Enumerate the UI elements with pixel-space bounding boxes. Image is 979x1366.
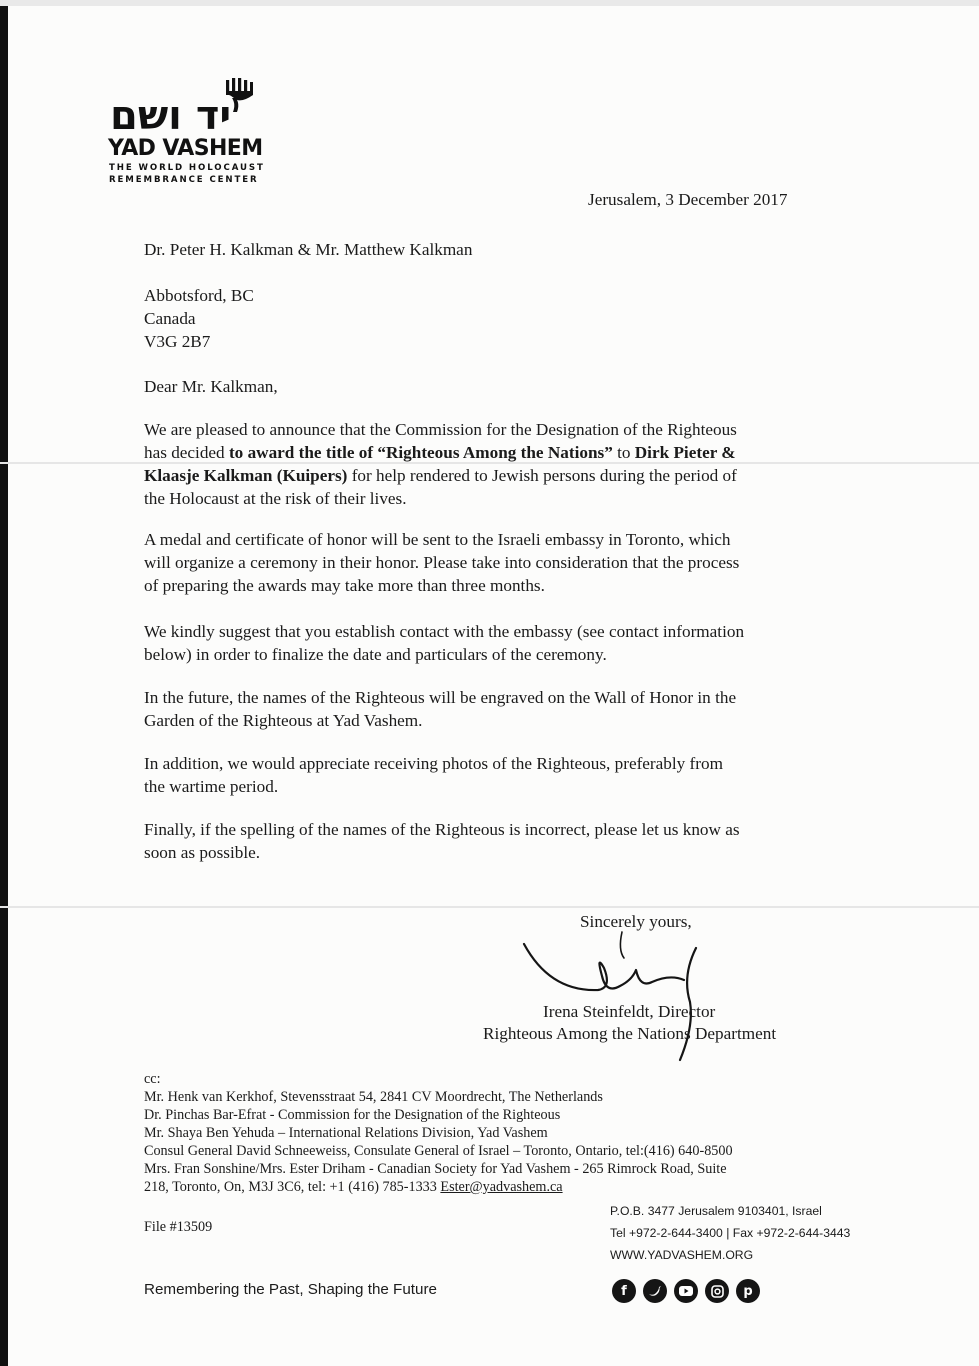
twitter-icon	[643, 1279, 667, 1303]
body-line: In the future, the names of the Righteous will be engraved on the Wall of Honor in the	[144, 688, 737, 707]
cc-line	[144, 1178, 733, 1196]
cc-text: 218, Toronto, On, M3J 3C6, tel: +1 (416) 785-1333	[144, 1179, 441, 1195]
body-line: the wartime period.	[144, 777, 279, 796]
body-text: has decided	[144, 443, 229, 462]
closing: Sincerely yours,	[580, 912, 692, 931]
logo-hebrew-text: יד ושם	[110, 93, 232, 139]
signatory-department: Righteous Among the Nations Department	[483, 1024, 777, 1043]
body-line: the Holocaust at the risk of their lives.	[144, 489, 407, 508]
cc-line: Mrs. Fran Sonshine/Mrs. Ester Driham - Canadian Society for Yad Vashem - 265 Rimrock Road, Suite	[144, 1161, 727, 1177]
signatory-name: Irena Steinfeldt, Director	[543, 1002, 716, 1021]
logo-subtitle: THE WORLD HOLOCAUST	[109, 163, 265, 173]
youtube-icon	[674, 1279, 698, 1303]
body-text: to	[612, 443, 635, 462]
footer-phone: Tel +972-2-644-3400 | Fax +972-2-644-3443	[610, 1226, 851, 1240]
footer-address: P.O.B. 3477 Jerusalem 9103401, Israel	[610, 1204, 822, 1218]
body-line: A medal and certificate of honor will be sent to the Israeli embassy in Toronto, which	[144, 530, 731, 549]
fold-line	[0, 906, 979, 908]
body-line: will organize a ceremony in their honor. Please take into consideration that the process	[144, 553, 740, 572]
address-line: V3G 2B7	[144, 332, 211, 351]
cc-list	[144, 1070, 733, 1196]
facebook-icon: f	[612, 1279, 636, 1303]
body-line: We kindly suggest that you establish contact with the embassy (see contact information	[144, 622, 745, 641]
recipient-address	[144, 284, 824, 353]
pinterest-icon: p	[736, 1279, 760, 1303]
body-line	[144, 441, 824, 464]
body-line: below) in order to finalize the date and particulars of the ceremony.	[144, 645, 607, 664]
righteous-names: Dirk Pieter &	[634, 443, 736, 462]
file-number: File #13509	[144, 1219, 213, 1235]
address-line: Abbotsford, BC	[144, 286, 254, 305]
footer-motto: Remembering the Past, Shaping the Future	[144, 1281, 437, 1298]
body-line: soon as possible.	[144, 843, 261, 862]
scan-edge	[0, 0, 8, 1366]
body-paragraph-contact	[144, 620, 824, 666]
letter-date: Jerusalem, 3 December 2017	[588, 190, 788, 209]
logo-name: YAD VASHEM	[108, 136, 263, 161]
righteous-names: Klaasje Kalkman (Kuipers)	[144, 466, 348, 485]
body-line: of preparing the awards may take more than three months.	[144, 576, 545, 595]
body-line: Finally, if the spelling of the names of the Righteous is incorrect, please let us know as	[144, 820, 740, 839]
body-paragraph-spelling	[144, 818, 824, 864]
cc-line: Dr. Pinchas Bar-Efrat - Commission for the Designation of the Righteous	[144, 1107, 561, 1123]
footer-contact	[610, 1200, 850, 1266]
award-title: to award the title of “Righteous Among the Nations”	[228, 443, 613, 462]
logo-subtitle: REMEMBRANCE CENTER	[109, 175, 259, 185]
instagram-icon	[705, 1279, 729, 1303]
footer-website: WWW.YADVASHEM.ORG	[610, 1248, 754, 1262]
body-paragraph-wall	[144, 686, 824, 732]
salutation: Dear Mr. Kalkman,	[144, 377, 278, 396]
cc-line: Mr. Shaya Ben Yehuda – International Relations Division, Yad Vashem	[144, 1125, 548, 1141]
recipient-name: Dr. Peter H. Kalkman & Mr. Matthew Kalkman	[144, 240, 473, 259]
body-line: We are pleased to announce that the Commission for the Designation of the Righteous	[144, 420, 737, 439]
scan-top-edge	[0, 0, 979, 6]
body-paragraph-photos	[144, 752, 824, 798]
yad-vashem-logo	[108, 78, 278, 188]
email-link[interactable]: Ester@yadvashem.ca	[440, 1179, 563, 1195]
body-line	[144, 464, 824, 487]
body-line: In addition, we would appreciate receiving photos of the Righteous, preferably from	[144, 754, 723, 773]
body-line: Garden of the Righteous at Yad Vashem.	[144, 711, 423, 730]
address-line: Canada	[144, 309, 196, 328]
cc-label: cc:	[144, 1071, 161, 1087]
cc-line: Consul General David Schneeweiss, Consulate General of Israel – Toronto, Ontario, tel:(416) 640-8500	[144, 1143, 733, 1159]
cc-line: Mr. Henk van Kerkhof, Stevensstraat 54, 2841 CV Moordrecht, The Netherlands	[144, 1089, 603, 1105]
body-text: for help rendered to Jewish persons during the period of	[347, 466, 737, 485]
body-paragraph-medal	[144, 528, 824, 597]
body-paragraph-award	[144, 418, 824, 510]
social-icons	[612, 1279, 760, 1303]
